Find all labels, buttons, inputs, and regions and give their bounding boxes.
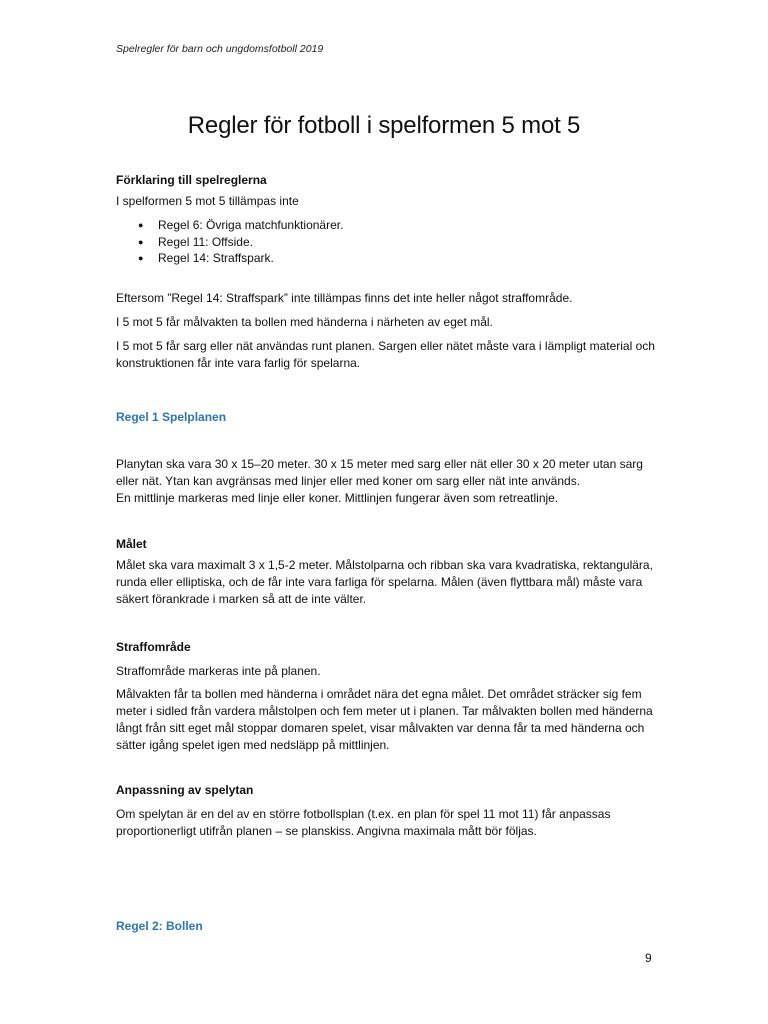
section-heading-regel-2: Regel 2: Bollen	[116, 919, 203, 933]
page-number: 9	[645, 951, 652, 965]
intro-paragraph: I 5 mot 5 får sarg eller nät användas runt planen. Sargen eller nätet måste vara i lämpligt material och konstruktionen får inte vara farlig för spelarna.	[116, 339, 655, 370]
intro-paragraph: Eftersom ”Regel 14: Straffspark” inte tillämpas finns det inte heller något straffområde.	[116, 291, 573, 305]
running-header: Spelregler för barn och ungdomsfotboll 2019	[116, 43, 324, 55]
excluded-rules-list	[116, 217, 343, 267]
list-item: ● Regel 14: Straffspark.	[116, 250, 343, 267]
malet-paragraph: Målet ska vara maximalt 3 x 1,5-2 meter. Målstolparna och ribban ska vara kvadratiska, rektangulära, runda eller elliptiska, och de får inte vara farliga för spelarna. Målen (även flyttbara mål) måste vara säkert förankrade i marken så att de inte välter.	[116, 558, 653, 606]
page-title: Regler för fotboll i spelformen 5 mot 5	[187, 112, 581, 139]
list-item: ● Regel 6: Övriga matchfunktionärer.	[116, 217, 343, 234]
anpassning-paragraph: Om spelytan är en del av en större fotbollsplan (t.ex. en plan för spel 11 mot 11) får anpassas proportionerligt utifrån planen – se planskiss. Angivna maximala mått bör följas.	[116, 807, 611, 838]
straff-paragraph: Målvakten får ta bollen med händerna i området nära det egna målet. Det området sträcker sig fem meter i sidled från vardera målstolpen och fem meter ut i planen. Tar målvakten bollen med händerna långt från sitt eget mål stoppar domaren spelet, visar målvakten var denna får ta med händerna och sätter igång spelet igen med nedsläpp på mittlinjen.	[116, 687, 653, 752]
intro-lead: I spelformen 5 mot 5 tillämpas inte	[116, 194, 299, 208]
section-heading-regel-1: Regel 1 Spelplanen	[116, 410, 227, 424]
regel1-paragraph: En mittlinje markeras med linje eller koner. Mittlinjen fungerar även som retreatlinje.	[116, 491, 559, 505]
subheading-malet: Målet	[116, 537, 147, 551]
list-item: ● Regel 11: Offside.	[116, 234, 343, 251]
subheading-anpassning: Anpassning av spelytan	[116, 783, 254, 797]
intro-paragraph: I 5 mot 5 får målvakten ta bollen med händerna i närheten av eget mål.	[116, 315, 493, 329]
subheading-straffomrade: Straffområde	[116, 640, 191, 654]
intro-heading: Förklaring till spelreglerna	[116, 173, 267, 187]
straff-paragraph: Straffområde markeras inte på planen.	[116, 664, 321, 678]
regel1-paragraph: Planytan ska vara 30 x 15–20 meter. 30 x 15 meter med sarg eller nät eller 30 x 20 meter utan sarg eller nät. Ytan kan avgränsas med linjer eller med koner om sarg eller nät inte används.	[116, 457, 643, 488]
